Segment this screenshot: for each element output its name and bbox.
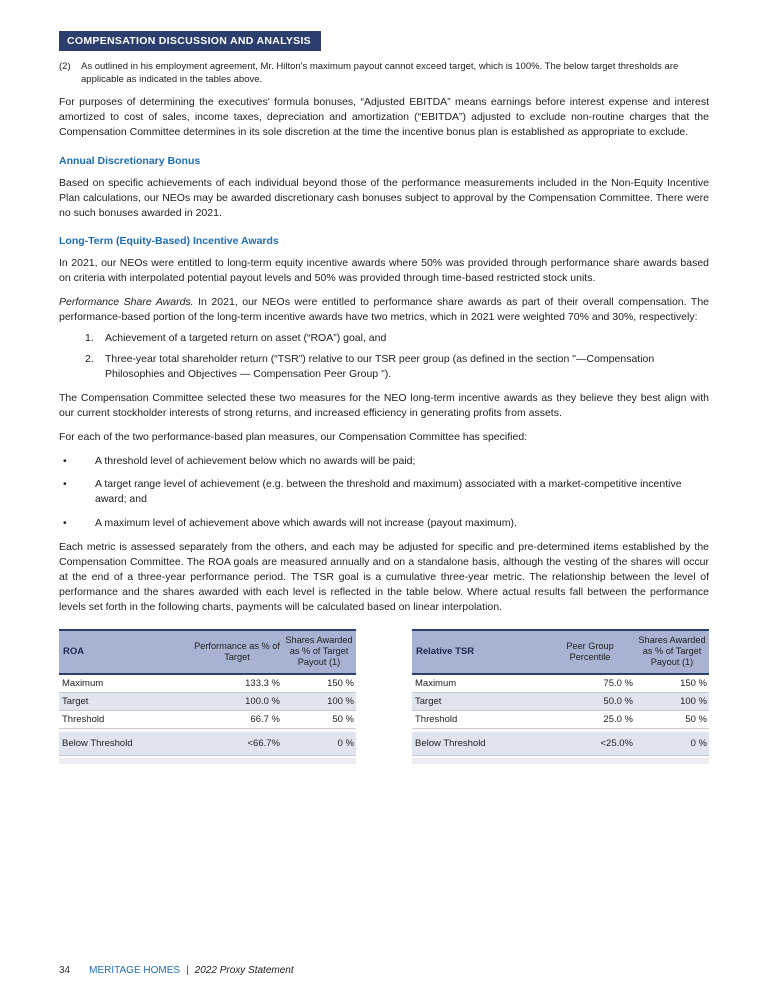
bullet-text: A threshold level of achievement below which no awards will be paid; [95,454,416,467]
list-item [85,331,709,346]
footnote-2 [59,61,709,86]
paragraph-committee-specified: For each of the two performance-based plan measures, our Compensation Committee has specified: [59,430,528,443]
row-value: 25.0 % [603,713,633,725]
row-value: 133.3 % [245,677,280,689]
row-value: 150 % [327,677,354,689]
metrics-numbered-list [59,331,709,382]
table-row [59,711,356,728]
row-value: 50 % [332,713,354,725]
tsr-col3-header: Shares Awarded as % of Target Payout (1) [638,635,706,668]
heading-annual-discretionary-bonus: Annual Discretionary Bonus [59,154,201,167]
table-row [412,675,709,692]
row-value: 66.7 % [250,713,280,725]
table-row [59,675,356,692]
row-value: 100 % [327,695,354,707]
row-label: Target [415,695,442,707]
row-label: Maximum [62,677,104,689]
psa-lead-italic: Performance Share Awards. [59,296,194,309]
bullet-marker: • [63,478,67,491]
table-footer-strip [59,758,356,764]
row-value: 50.0 % [603,695,633,707]
table-row [59,693,356,710]
row-value: 0 % [690,737,707,749]
tsr-col2-header: Peer Group Percentile [566,640,614,662]
row-label: Threshold [62,713,105,725]
page-footer [59,965,294,976]
payout-tables [59,629,709,764]
tsr-table-header [412,629,709,675]
row-value: 0 % [337,737,354,749]
paragraph-performance-share-awards [59,295,709,325]
paragraph-committee-selected: The Compensation Committee selected these two measures for the NEO long-term incentive awards as they believe they best align with our current stockholder interests of strong returns, and increased efficiency in generating profits from assets. [59,391,709,419]
list-number: 1. [85,332,94,345]
table-row [412,711,709,728]
plan-measures-bullet-list [59,454,709,532]
bullet-item [63,516,709,531]
row-label: Threshold [415,713,458,725]
table-row [412,693,709,710]
paragraph-metric-assessment: Each metric is assessed separately from the others, and each may be adjusted for specific and pre-determined items established by the Compensation Committee. The ROA goals are measured annually and on a standalone basis, although the vesting of the shares will occur at the end of a three-year performance period. The TSR goal is a cumulative three-year metric. The relationship between the level of performance and the shares awarded with each level is reflected in the table below. Where actual results fall between the performance levels set forth in the following charts, payments will be calculated based on linear interpolation. [59,541,709,613]
bullet-marker: • [63,517,67,530]
row-value: 50 % [685,713,707,725]
table-footer-strip [412,758,709,764]
footer-separator: | [186,965,189,976]
roa-table [59,629,356,764]
row-label: Maximum [415,677,457,689]
paragraph-annual-discretionary-bonus: Based on specific achievements of each individual beyond those of the performance measurements included in the Non-Equity Incentive Plan calculations, our NEOs may be awarded discretionary cash bonuses subject to approval by the Compensation Committee. There were no such bonuses awarded in 2021. [59,176,709,219]
table-row [412,732,709,755]
list-item-text: Achievement of a targeted return on asset (“ROA”) goal, and [105,332,387,345]
row-value: 75.0 % [603,677,633,689]
row-value: 100.0 % [245,695,280,707]
footnote-marker: (2) [59,61,71,72]
bullet-text: A maximum level of achievement above which awards will not increase (payout maximum). [95,517,517,530]
row-value: <25.0% [600,737,633,749]
paragraph-adjusted-ebitda: For purposes of determining the executives' formula bonuses, “Adjusted EBITDA” means earnings before interest expense and interest amortized to cost of sales, income taxes, depreciation and amortization (“EBITDA”) adjusted to exclude non-routine charges that the Compensation Committee determines in its sole discretion at the time the incentive bonus plan is established as appropriate to exclude. [59,96,709,138]
psa-rest: In 2021, our NEOs were entitled to performance share awards as part of their overall compensation. The performance-based portion of the long-term incentive awards have two metrics, which in 2021 were weighted 70% and 30%, respectively: [59,296,710,324]
row-value: 100 % [680,695,707,707]
roa-col3-header: Shares Awarded as % of Target Payout (1) [285,635,353,668]
paragraph-lti-intro: In 2021, our NEOs were entitled to long-term equity incentive awards where 50% was provided through performance share awards based on criteria with interpolated potential payout levels and 50% was provided through time-based restricted stock units. [59,257,709,285]
roa-table-header [59,629,356,675]
row-value: 150 % [680,677,707,689]
bullet-item [63,477,709,507]
bullet-text: A target range level of achievement (e.g. between the threshold and maximum) associated with a market-competitive incentive award; and [95,478,682,506]
bullet-item [63,454,709,469]
roa-table-title: ROA [63,646,85,658]
list-item [85,352,709,382]
list-number: 2. [85,352,94,365]
tsr-table [412,629,709,764]
heading-long-term-incentive-awards: Long-Term (Equity-Based) Incentive Awards [59,235,279,248]
row-label: Below Threshold [62,737,133,749]
row-label: Below Threshold [415,737,486,749]
page-number: 34 [59,965,71,976]
row-value: <66.7% [247,737,280,749]
company-name: MERITAGE HOMES [89,965,181,976]
document-name: 2022 Proxy Statement [194,965,294,976]
row-label: Target [62,695,89,707]
tsr-table-title: Relative TSR [416,646,475,658]
roa-col2-header: Performance as % of Target [194,640,280,662]
section-banner: COMPENSATION DISCUSSION AND ANALYSIS [59,31,321,51]
table-row [59,732,356,755]
list-item-text: Three-year total shareholder return (“TSR”) relative to our TSR peer group (as defined in the section "—Compensation Philosophies and Objectives — Compensation Peer Group "). [105,352,655,380]
footnote-text: As outlined in his employment agreement, Mr. Hilton's maximum payout cannot exceed target, which is 100%. The below target thresholds are applicable as indicated in the tables above. [81,61,679,85]
row-divider [412,755,709,756]
bullet-marker: • [63,454,67,467]
row-divider [59,755,356,756]
